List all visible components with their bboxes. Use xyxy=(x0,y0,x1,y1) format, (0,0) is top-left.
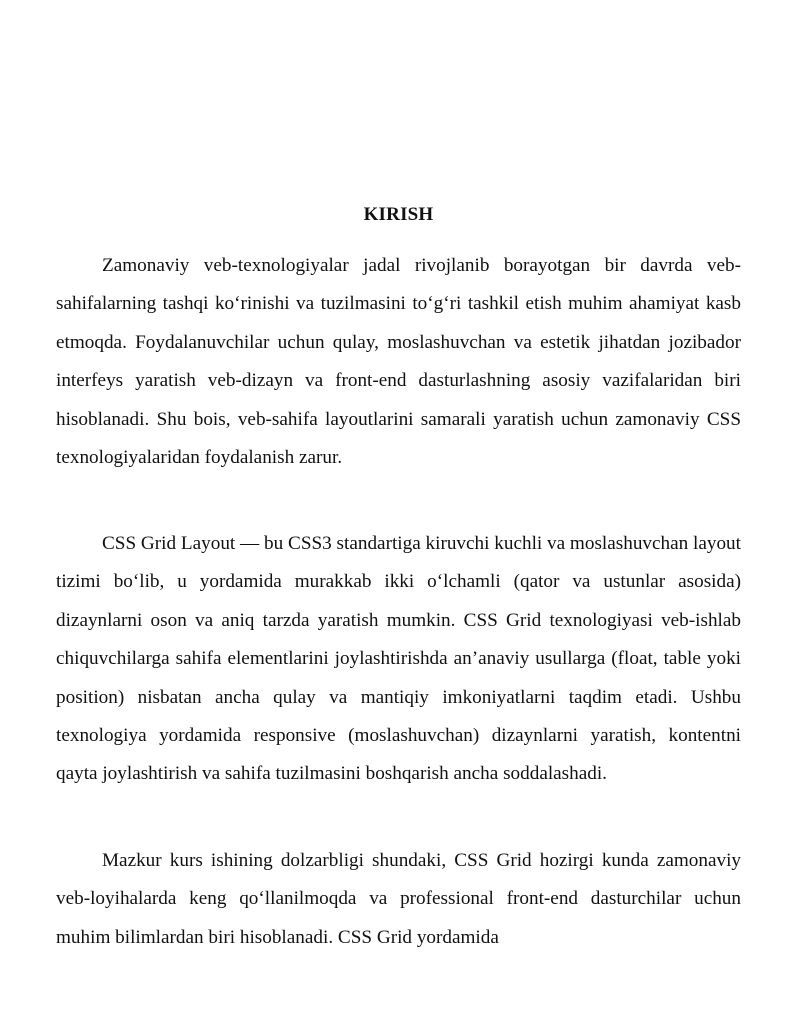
document-page xyxy=(56,0,741,1035)
paragraph-css-grid: CSS Grid Layout — bu CSS3 standartiga kiruvchi kuchli va moslashuvchan layout tizimi bo‘lib, u yordamida murakkab ikki o‘lchamli (qator va ustunlar asosida) dizaynlarni oson va aniq tarzda yaratish mumkin. CSS Grid texnologiyasi veb-ishlab chiquvchilarga sahifa elementlarini joylashtirishda an’anaviy usullarga (float, table yoki position) nisbatan ancha qulay va mantiqiy imkoniyatlarni taqdim etadi. Ushbu texnologiya yordamida responsive (moslashuvchan) dizaynlarni yaratish, kontentni qayta joylashtirish va sahifa tuzilmasini boshqarish ancha soddalashadi. xyxy=(56,533,741,785)
paragraph-relevance: Mazkur kurs ishining dolzarbligi shundaki, CSS Grid hozirgi kunda zamonaviy veb-loyihalarda keng qo‘llanilmoqda va professional front-end dasturchilar uchun muhim bilimlardan biri hisoblanadi. CSS Grid yordamida xyxy=(56,850,741,948)
paragraph-intro: Zamonaviy veb-texnologiyalar jadal rivojlanib borayotgan bir davrda veb-sahifalarning tashqi ko‘rinishi va tuzilmasini to‘g‘ri tashkil etish muhim ahamiyat kasb etmoqda. Foydalanuvchilar uchun qulay, moslashuvchan va estetik jihatdan jozibador interfeys yaratish veb-dizayn va front-end dasturlashning asosiy vazifalaridan biri hisoblanadi. Shu bois, veb-sahifa layoutlarini samarali yaratish uchun zamonaviy CSS texnologiyalaridan foydalanish zarur. xyxy=(56,255,741,469)
section-heading: KIRISH xyxy=(363,204,434,225)
